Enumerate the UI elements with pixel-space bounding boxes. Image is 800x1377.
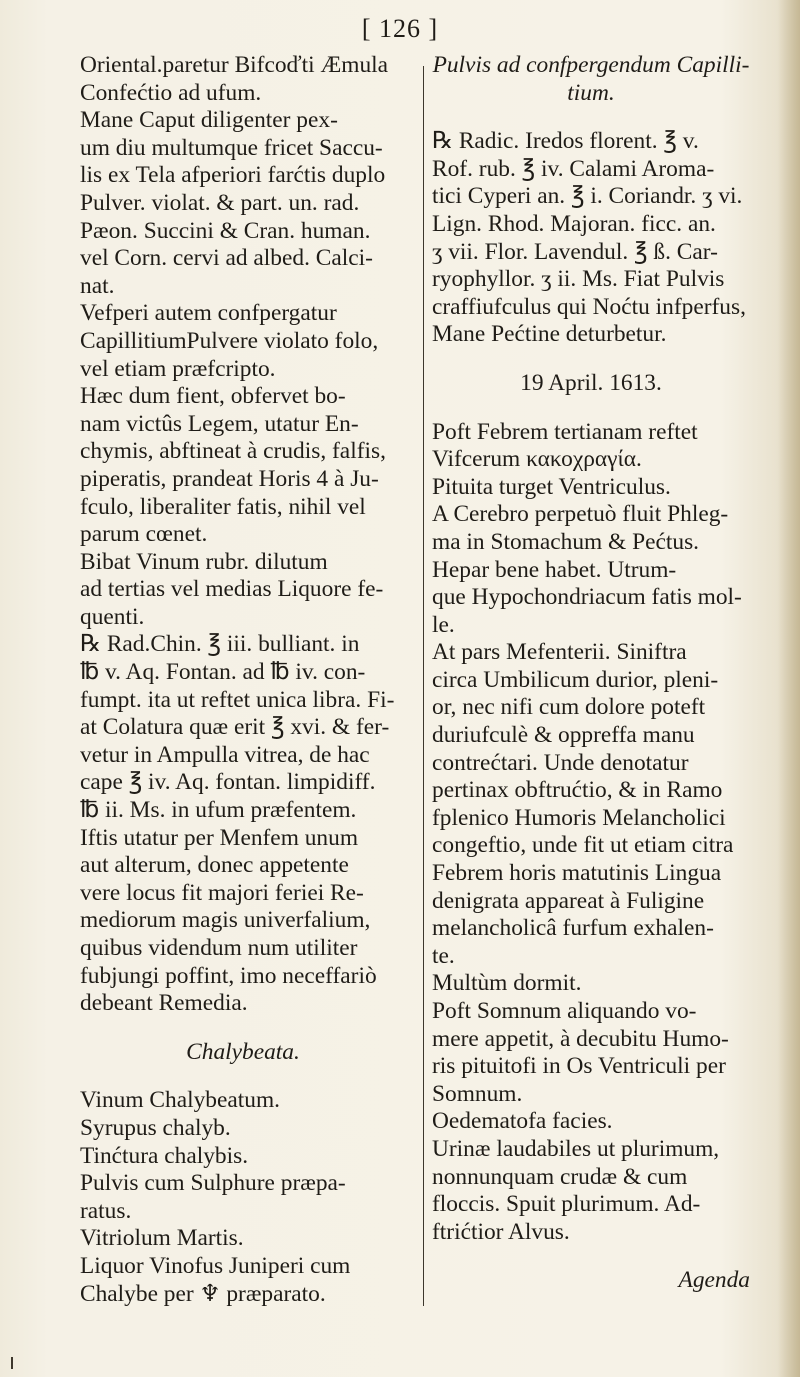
right-text-line: que Hypochondriacum fatis mol- bbox=[432, 584, 742, 611]
left-text-line: lis ex Tela afperiori farćtis duplo bbox=[80, 162, 386, 189]
right-text-line: circa Umbilicum durior, pleni- bbox=[432, 666, 719, 693]
left-text-line: fculo, liberaliter fatis, nihil vel bbox=[80, 493, 366, 520]
right-spacer bbox=[432, 1246, 750, 1267]
left-text-line: Vefperi autem confpergatur bbox=[80, 300, 337, 327]
left-text-line: at Colatura quæ erit ℥ xvi. & fer- bbox=[80, 714, 390, 741]
right-text-line: mere appetit, à decubitu Humo- bbox=[432, 1025, 729, 1052]
right-text-line: duriufculè & oppreffa manu bbox=[432, 722, 695, 749]
left-text-line: aut alterum, donec appetente bbox=[80, 852, 349, 879]
left-text-line: Iftis utatur per Menfem unum bbox=[80, 824, 359, 851]
right-text-line: Multùm dormit. bbox=[432, 970, 582, 997]
right-text-line: ʒ vii. Flor. Lavendul. ℥ ß. Car- bbox=[432, 238, 718, 265]
right-heading: Pulvis ad confpergendum Capilli- bbox=[432, 52, 750, 78]
right-text-line: ftrićtior Alvus. bbox=[432, 1218, 570, 1245]
right-text-line: Hepar bene habet. Utrum- bbox=[432, 556, 677, 583]
right-text-line: te. bbox=[432, 942, 455, 969]
right-text-line: congeftio, unde fit ut etiam citra bbox=[432, 832, 734, 859]
left-text-line: chymis, abftineat à crudis, falfis, bbox=[80, 438, 386, 465]
right-text-line: Urinæ laudabiles ut plurimum, bbox=[432, 1135, 720, 1162]
left-text-line: Hæc dum fient, obfervet bo- bbox=[80, 383, 346, 410]
right-text-line: ris pituitofi in Os Ventriculi per bbox=[432, 1053, 726, 1080]
left-text-line: ℔ v. Aq. Fontan. ad ℔ iv. con- bbox=[80, 659, 366, 686]
page-edge-shadow bbox=[778, 0, 800, 1377]
right-text-line: Rof. rub. ℥ iv. Calami Aroma- bbox=[432, 155, 715, 182]
right-text-line: Oedematofa facies. bbox=[432, 1108, 613, 1135]
left-text-line: cape ℥ iv. Aq. fontan. limpidiff. bbox=[80, 769, 376, 796]
left-text-line: ℞ Rad.Chin. ℥ iii. bulliant. in bbox=[80, 631, 360, 658]
right-text-line: Poft Febrem tertianam reftet bbox=[432, 418, 698, 445]
left-text-line: Bibat Vinum rubr. dilutum bbox=[80, 548, 328, 575]
left-text-line: vel Corn. cervi ad albed. Calci- bbox=[80, 245, 373, 272]
right-text-line: pertinax obftrućtio, & in Ramo bbox=[432, 777, 723, 804]
right-text-line: Vifcerum κακοχραγία. bbox=[432, 446, 642, 473]
left-column bbox=[80, 52, 406, 1308]
left-text-line: ad tertias vel medias Liquore fe- bbox=[80, 576, 384, 603]
right-text-line: A Cerebro perpetuò fluit Phleg- bbox=[432, 501, 729, 528]
left-text-line: Pulvis cum Sulphure præpa- bbox=[80, 1170, 346, 1197]
left-text-line: debeant Remedia. bbox=[80, 990, 248, 1017]
left-text-line: vel etiam præfcripto. bbox=[80, 355, 276, 382]
left-heading: Chalybeata. bbox=[186, 1038, 300, 1065]
left-text-line: fumpt. ita ut reftet unica libra. Fi- bbox=[80, 686, 395, 713]
left-text-line: piperatis, prandeat Horis 4 à Ju- bbox=[80, 465, 379, 492]
margin-mark bbox=[11, 1357, 13, 1369]
left-text-line: Mane Caput diligenter pex- bbox=[80, 107, 338, 134]
right-text-line: tici Cyperi an. ℥ i. Coriandr. ʒ vi. bbox=[432, 183, 743, 210]
right-text-line: fplenico Humoris Melancholici bbox=[432, 804, 726, 831]
left-text-line: nam victûs Legem, utatur En- bbox=[80, 410, 359, 437]
left-text-line: quibus videndum num utiliter bbox=[80, 935, 358, 961]
right-text-line: Mane Pećtine deturbetur. bbox=[432, 321, 667, 348]
left-text-line: ratus. bbox=[80, 1197, 132, 1224]
right-spacer bbox=[432, 398, 750, 419]
left-text-line: ℔ ii. Ms. in ufum præfentem. bbox=[80, 797, 357, 824]
right-heading: tium. bbox=[567, 79, 615, 106]
right-text-line: denigrata appareat à Fuligine bbox=[432, 887, 705, 914]
right-text-line: ma in Stomachum & Pećtus. bbox=[432, 528, 700, 555]
right-text-line: contrećtari. Unde denotatur bbox=[432, 749, 689, 776]
right-text-line: ℞ Radic. Iredos florent. ℥ v. bbox=[432, 128, 699, 155]
right-text-line: Poft Somnum aliquando vo- bbox=[432, 998, 697, 1024]
right-spacer bbox=[432, 349, 750, 370]
left-text-line: Vitriolum Martis. bbox=[80, 1225, 244, 1252]
left-text-line: Vinum Chalybeatum. bbox=[80, 1087, 280, 1114]
left-text-line: Syrupus chalyb. bbox=[80, 1114, 231, 1141]
left-text-line: Confećtio ad ufum. bbox=[80, 79, 262, 106]
right-text-line: Lign. Rhod. Majoran. ficc. an. bbox=[432, 210, 716, 237]
left-text-line: Tinćtura chalybis. bbox=[80, 1142, 249, 1169]
right-text-line: floccis. Spuit plurimum. Ad- bbox=[432, 1191, 701, 1218]
left-spacer bbox=[80, 1066, 406, 1087]
left-text-line: vetur in Ampulla vitrea, de hac bbox=[80, 741, 370, 768]
left-text-line: parum cœnet. bbox=[80, 521, 208, 548]
right-text-line: Febrem horis matutinis Lingua bbox=[432, 860, 722, 887]
right-text-line: melancholicâ furfum exhalen- bbox=[432, 915, 714, 942]
right-text-line: ryophyllor. ʒ ii. Ms. Fiat Pulvis bbox=[432, 266, 725, 293]
left-text-line: nat. bbox=[80, 272, 115, 299]
left-text-line: fubjungi poffint, imo neceffariò bbox=[80, 962, 377, 989]
right-column bbox=[432, 52, 750, 1295]
left-text-line: Pulver. violat. & part. un. rad. bbox=[80, 189, 360, 216]
left-text-line: um diu multumque fricet Saccu- bbox=[80, 134, 383, 161]
left-text-line: vere locus fit majori feriei Re- bbox=[80, 879, 364, 906]
left-text-line: Oriental.paretur Bifcoďti Æmula bbox=[80, 52, 389, 78]
right-spacer bbox=[432, 107, 750, 128]
left-text-line: quenti. bbox=[80, 603, 145, 630]
left-text-line: CapillitiumPulvere violato folo, bbox=[80, 327, 379, 354]
page-number: [ 126 ] bbox=[361, 14, 439, 43]
right-text-line: nonnunquam crudæ & cum bbox=[432, 1163, 688, 1190]
left-text-line: Liquor Vinofus Juniperi cum bbox=[80, 1252, 351, 1279]
left-text-line: mediorum magis univerfalium, bbox=[80, 907, 371, 934]
right-text-line: le. bbox=[432, 611, 455, 638]
right-text-line: Somnum. bbox=[432, 1080, 523, 1107]
right-text-line: craffiufculus qui Noćtu infperfus, bbox=[432, 293, 746, 320]
right-text-line: At pars Mefenterii. Siniftra bbox=[432, 639, 687, 666]
right-catchword: Agenda bbox=[678, 1267, 750, 1294]
left-text-line: Chalybe per ♆ præparato. bbox=[80, 1280, 326, 1307]
right-text-line: 19 April. 1613. bbox=[520, 369, 662, 396]
left-spacer bbox=[80, 1018, 406, 1039]
right-text-line: or, nec nifi cum dolore poteft bbox=[432, 694, 706, 721]
column-divider bbox=[423, 66, 424, 1306]
left-text-line: Pæon. Succini & Cran. human. bbox=[80, 217, 371, 244]
right-text-line: Pituita turget Ventriculus. bbox=[432, 473, 671, 500]
